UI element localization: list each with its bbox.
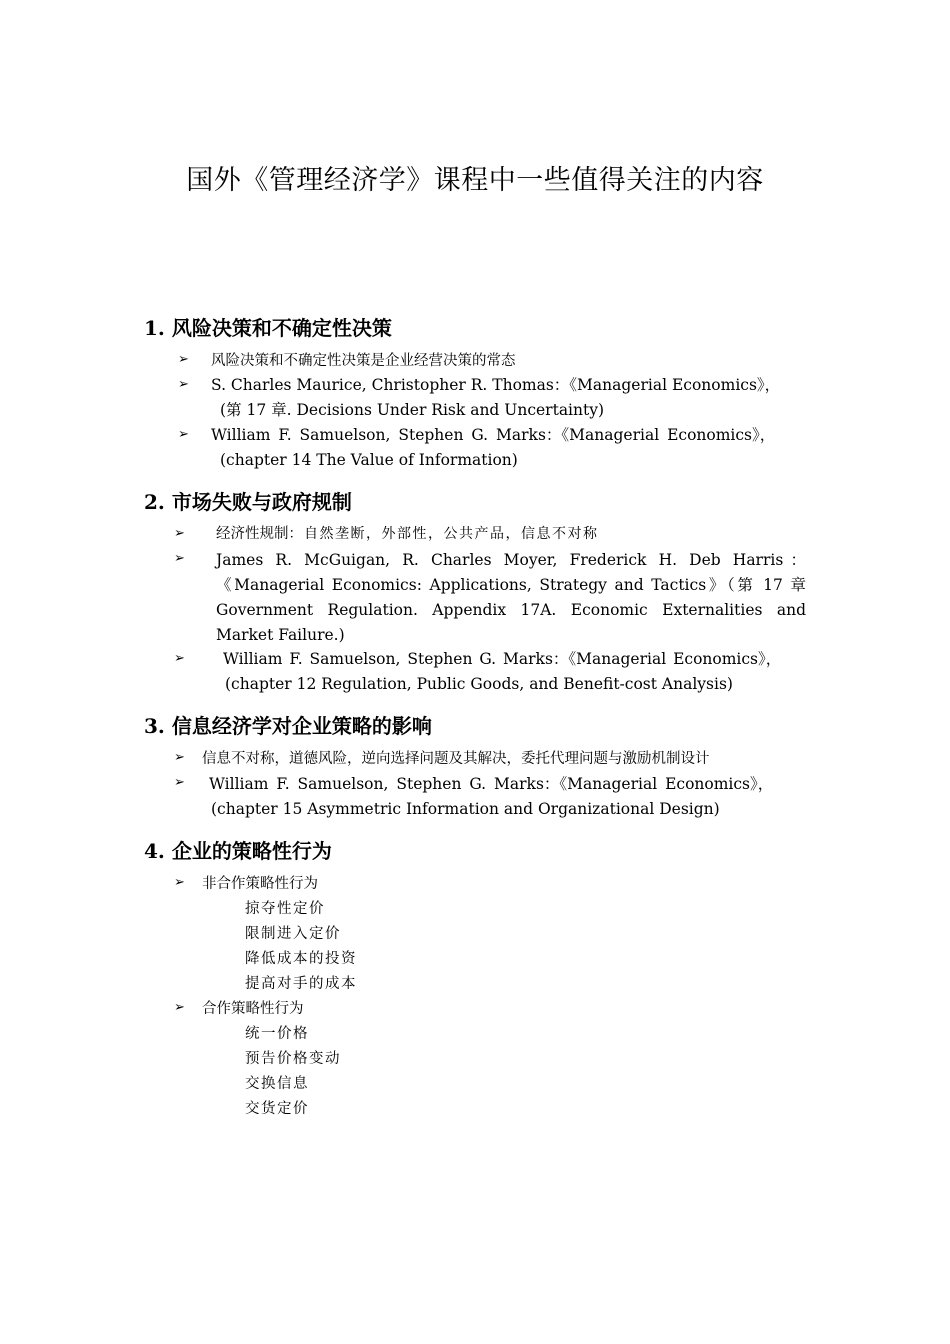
list-item: 风险决策和不确定性决策是企业经营决策的常态 [211,353,516,369]
list-item-continuation: (第 17 章. Decisions Under Risk and Uncertainty) [220,401,605,419]
section-3-heading: 3. 信息经济学对企业策略的影响 [144,714,432,738]
sub-item: 交换信息 [245,1076,309,1092]
list-item-line: James R. McGuigan, R. Charles Moyer, Frederick H. Deb Harris： [216,551,806,569]
sub-item: 掠夺性定价 [245,901,325,917]
bullet-arrow-icon: ➢ [174,1000,185,1015]
bullet-arrow-icon: ➢ [178,427,189,442]
sub-item: 限制进入定价 [245,926,341,942]
section-2-heading: 2. 市场失败与政府规制 [144,490,352,514]
bullet-arrow-icon: ➢ [174,750,185,765]
list-item [216,550,806,570]
bullet-arrow-icon: ➢ [174,526,185,541]
list-item-continuation: (chapter 15 Asymmetric Information and Organizational Design) [211,800,720,818]
list-item-line: 《Managerial Economics: Applications, Strategy and Tactics》（第 17 章 [216,576,806,594]
list-item-continuation: (chapter 14 The Value of Information) [220,451,518,469]
bullet-arrow-icon: ➢ [174,551,185,566]
list-item-continuation: Market Failure.) [216,626,345,644]
list-item: William F. Samuelson, Stephen G. Marks：《Managerial Economics》， [209,775,774,793]
group-label: 合作策略性行为 [202,1001,304,1017]
list-item: William F. Samuelson, Stephen G. Marks：《Managerial Economics》， [211,426,776,444]
sub-item: 提高对手的成本 [245,976,357,992]
regulation-label: 经济性规制 [216,526,289,542]
list-item-line: Government Regulation. Appendix 17A. Economic Externalities and [216,601,806,619]
list-item-continuation [216,600,806,620]
page-title: 国外《管理经济学》课程中一些值得关注的内容 [186,165,764,196]
regulation-detail: ：自然垄断，外部性，公共产品，信息不对称 [288,526,599,542]
list-item: William F. Samuelson, Stephen G. Marks：《Managerial Economics》， [223,650,782,668]
group-label: 非合作策略性行为 [202,876,318,892]
list-item-continuation: (chapter 12 Regulation, Public Goods, and Benefit-cost Analysis) [225,675,733,693]
section-1-heading: 1. 风险决策和不确定性决策 [144,316,392,340]
bullet-arrow-icon: ➢ [178,352,189,367]
bullet-arrow-icon: ➢ [174,651,185,666]
list-item [216,524,599,544]
section-4-heading: 4. 企业的策略性行为 [144,839,332,863]
sub-item: 降低成本的投资 [245,951,357,967]
list-item-continuation [216,575,806,595]
sub-item: 预告价格变动 [245,1051,341,1067]
bullet-arrow-icon: ➢ [174,775,185,790]
sub-item: 统一价格 [245,1026,309,1042]
bullet-arrow-icon: ➢ [174,875,185,890]
bullet-arrow-icon: ➢ [178,377,189,392]
list-item: S. Charles Maurice, Christopher R. Thomas：《Managerial Economics》， [211,376,781,394]
sub-item: 交货定价 [245,1101,309,1117]
list-item: 信息不对称，道德风险，逆向选择问题及其解决，委托代理问题与激励机制设计 [202,751,710,767]
